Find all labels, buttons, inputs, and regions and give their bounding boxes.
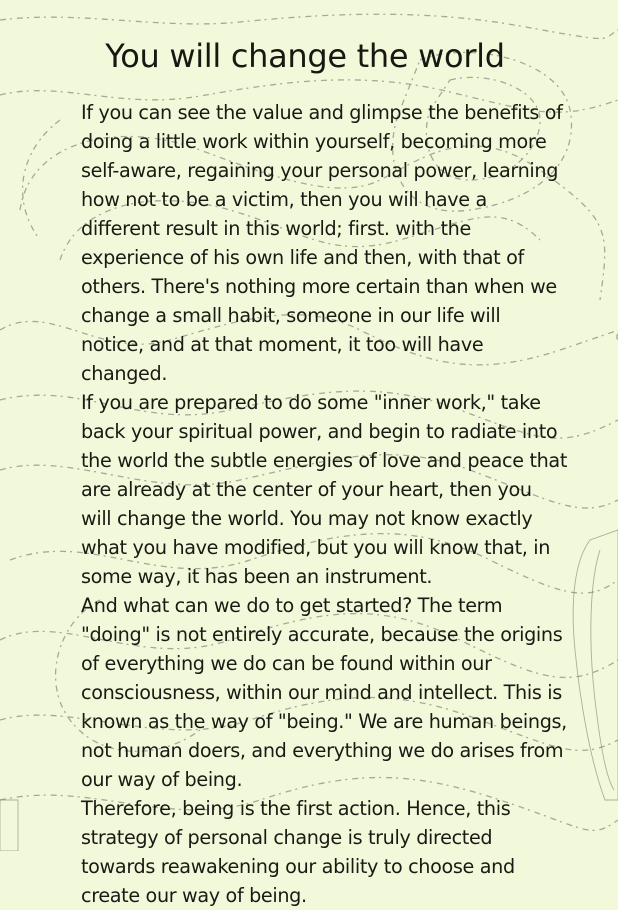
paragraph: And what can we do to get started? The term "doing" is not entirely accurate, because the origins of everything we do can be found within our consciousness, within our mind and intellect. This is known as the way of "being." We are human beings, not human doers, and everything we do arises from our way of being. [81, 594, 567, 791]
document-body [81, 98, 567, 910]
document-title: You will change the world [105, 37, 505, 75]
paragraph: Therefore, being is the first action. Hence, this strategy of personal change is truly directed towards reawakening our ability to choose and create our way of being. [81, 797, 515, 907]
paragraph: If you can see the value and glimpse the benefits of doing a little work within yourself, becoming more self-aware, regaining your personal power, learning how not to be a victim, then you will have a different result in this world; first. with the experience of his own life and then, with that of others. There's nothing more certain than when we change a small habit, someone in our life will notice, and at that moment, it too will have changed. [81, 101, 563, 385]
paragraph: If you are prepared to do some "inner work," take back your spiritual power, and begin to radiate into the world the subtle energies of love and peace that are already at the center of your heart, then you will change the world. You may not know exactly what you have modified, but you will know that, in some way, it has been an instrument. [81, 391, 568, 588]
